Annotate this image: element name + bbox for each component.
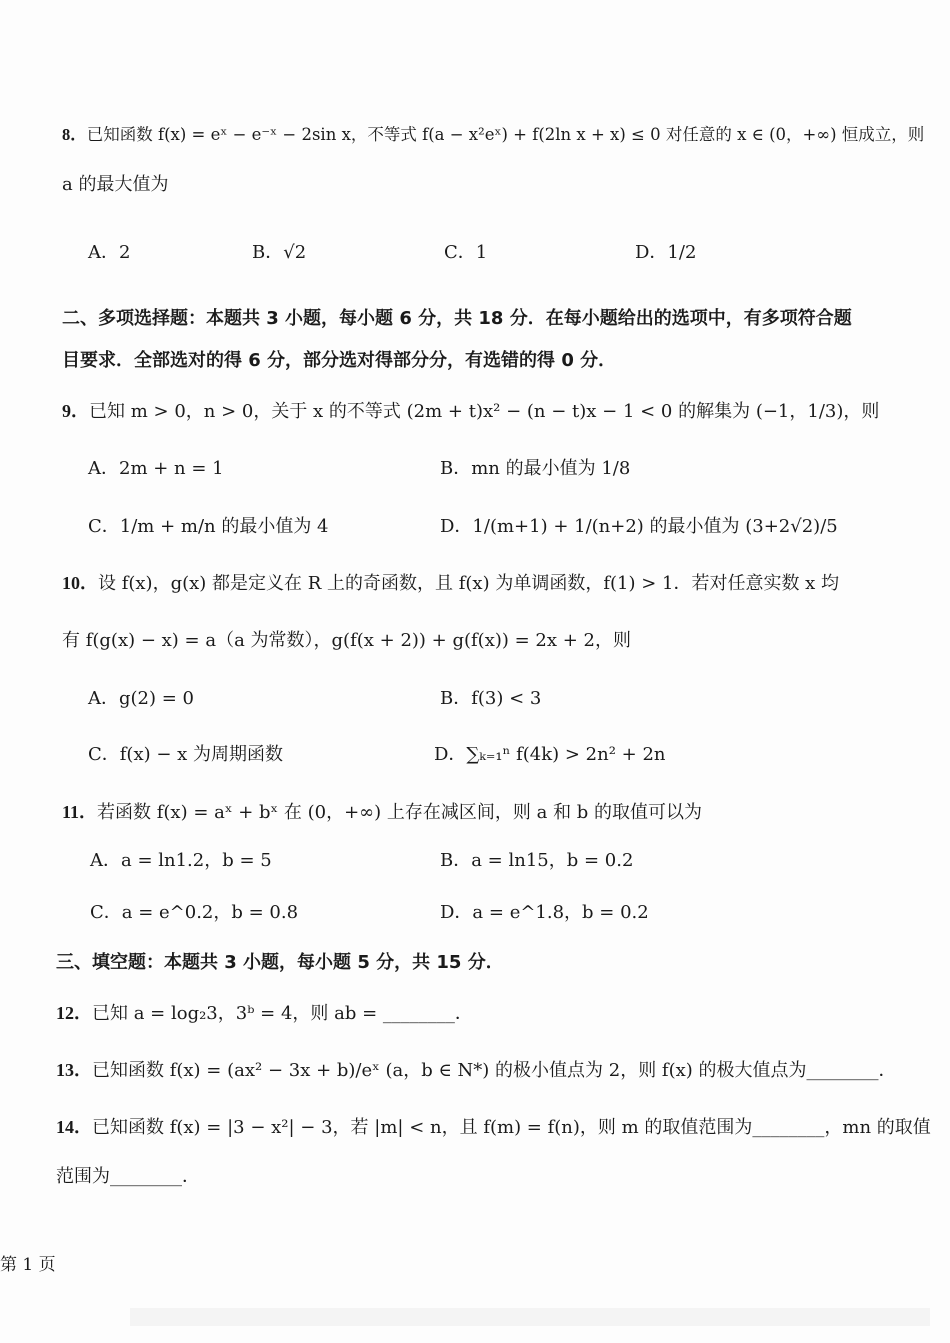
question-stem: 设 f(x)，g(x) 都是定义在 R 上的奇函数，且 f(x) 为单调函数，f(1) > 1．若对任意实数 x 均 <box>98 573 840 594</box>
question-number: 10． <box>62 573 98 593</box>
q8-option-c: C．1 <box>444 242 488 263</box>
question-10 <box>62 568 839 599</box>
q11-option-a: A．a = ln1.2，b = 5 <box>90 850 272 871</box>
scan-shadow-divider <box>130 1308 930 1326</box>
section-2-heading-continued: 目要求．全部选对的得 6 分，部分选对得部分分，有选错的得 0 分． <box>62 350 617 371</box>
question-9 <box>62 396 879 427</box>
question-number: 11． <box>62 802 98 822</box>
q9-option-a: A．2m + n = 1 <box>88 458 224 479</box>
question-number: 9． <box>62 401 89 421</box>
question-13 <box>56 1055 897 1086</box>
q9-option-b: B．mn 的最小值为 1/8 <box>440 458 631 479</box>
page-number-footer: 第 1 页 <box>0 1255 56 1275</box>
q11-option-d: D．a = e^1.8，b = 0.2 <box>440 902 649 923</box>
question-8-stem-continued: a 的最大值为 <box>62 174 169 195</box>
q10-option-b: B．f(3) < 3 <box>440 688 542 709</box>
section-3-heading: 三、填空题：本题共 3 小题，每小题 5 分，共 15 分． <box>56 952 504 973</box>
question-14 <box>56 1112 931 1143</box>
question-stem: 若函数 f(x) = aˣ + bˣ 在 (0，+∞) 上存在减区间，则 a 和 b 的取值可以为 <box>97 802 703 823</box>
q8-option-a: A．2 <box>88 242 131 263</box>
question-stem: 已知函数 f(x) = eˣ − e⁻ˣ − 2sin x，不等式 f(a − x²eˣ) + f(2ln x + x) ≤ 0 对任意的 x ∈ (0，+∞) 恒成立，则 <box>86 125 925 144</box>
q10-option-a: A．g(2) = 0 <box>88 688 194 709</box>
q10-option-d: D．∑ₖ₌₁ⁿ f(4k) > 2n² + 2n <box>434 744 666 765</box>
q11-option-b: B．a = ln15，b = 0.2 <box>440 850 634 871</box>
question-14-stem-continued: 范围为________． <box>56 1166 200 1187</box>
q10-option-c: C．f(x) − x 为周期函数 <box>88 744 284 765</box>
question-8 <box>62 120 924 150</box>
q11-option-c: C．a = e^0.2，b = 0.8 <box>90 902 299 923</box>
question-number: 12． <box>56 1003 92 1023</box>
question-stem: 已知 m > 0，n > 0，关于 x 的不等式 (2m + t)x² − (n − t)x − 1 < 0 的解集为 (−1，1/3)，则 <box>89 401 880 422</box>
q9-option-d: D．1/(m+1) + 1/(n+2) 的最小值为 (3+2√2)/5 <box>440 516 838 537</box>
question-stem: 已知函数 f(x) = |3 − x²| − 3，若 |m| < n，且 f(m) = f(n)，则 m 的取值范围为________，mn 的取值 <box>92 1117 931 1138</box>
q9-option-c: C．1/m + m/n 的最小值为 4 <box>88 516 329 537</box>
q8-option-d: D．1/2 <box>635 242 697 263</box>
question-stem: 已知 a = log₂3，3ᵇ = 4，则 ab = ________． <box>92 1003 473 1024</box>
section-2-heading: 二、多项选择题：本题共 3 小题，每小题 6 分，共 18 分．在每小题给出的选项中，有多项符合题 <box>62 308 852 329</box>
question-10-stem-continued: 有 f(g(x) − x) = a（a 为常数），g(f(x + 2)) + g(f(x)) = 2x + 2，则 <box>62 630 631 651</box>
question-number: 14． <box>56 1117 92 1137</box>
question-number: 13． <box>56 1060 92 1080</box>
q8-option-b: B．√2 <box>252 242 307 263</box>
question-11 <box>62 797 702 828</box>
question-stem: 已知函数 f(x) = (ax² − 3x + b)/eˣ (a，b ∈ N*) 的极小值点为 2，则 f(x) 的极大值点为________． <box>92 1060 897 1081</box>
question-12 <box>56 998 473 1029</box>
question-number: 8． <box>62 125 87 144</box>
